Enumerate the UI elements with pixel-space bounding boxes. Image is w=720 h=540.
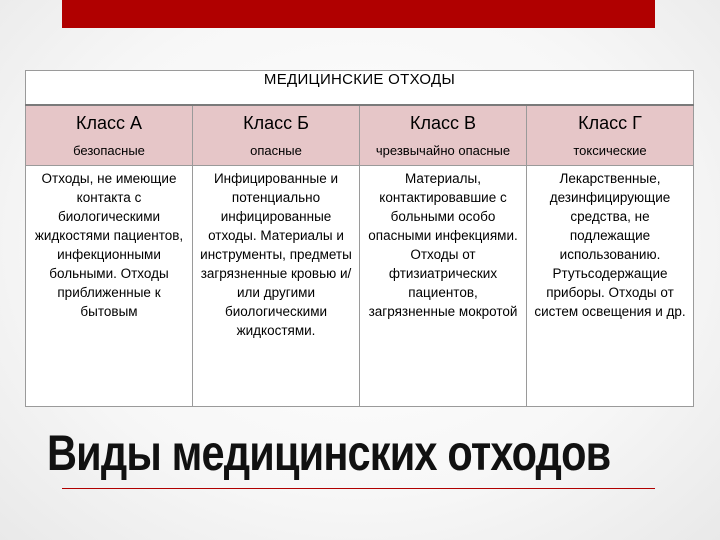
class-g-text: Лекарственные, дезинфицирующие средства, не подлежащие использованию. Ртутьсодержащие приборы. Отходы от систем освещения и др. (527, 166, 694, 407)
class-v-header (360, 105, 527, 166)
class-v-text: Материалы, контактировавшие с больными особо опасными инфекциями. Отходы от фтизиатрических пациентов, загрязненные мокротой (360, 166, 527, 407)
class-v-name: Класс В (409, 113, 476, 133)
class-g-header (527, 105, 694, 166)
class-g-name: Класс Г (578, 113, 642, 133)
class-b-desc: опасные (250, 143, 302, 158)
medical-waste-table (25, 70, 694, 407)
class-description-row (26, 166, 694, 407)
class-b-name: Класс Б (243, 113, 309, 133)
class-a-name: Класс А (75, 113, 142, 133)
class-b-header (193, 105, 360, 166)
class-a-text: Отходы, не имеющие контакта с биологическими жидкостями пациентов, инфекционными больными. Отходы приближенные к бытовым (26, 166, 193, 407)
table-title: МЕДИЦИНСКИЕ ОТХОДЫ (26, 71, 694, 106)
class-v-desc: чрезвычайно опасные (375, 143, 511, 158)
slide-heading: Виды медицинских отходов (47, 425, 611, 481)
class-a-header (26, 105, 193, 166)
top-accent-bar (62, 0, 655, 28)
class-header-row (26, 105, 694, 166)
class-b-text: Инфицированные и потенциально инфицированные отходы. Материалы и инструменты, предметы загрязненные кровью и/или другими биологическими жидкостями. (193, 166, 360, 407)
class-g-desc: токсические (573, 143, 647, 158)
heading-underline (62, 488, 655, 489)
class-a-desc: безопасные (73, 143, 145, 158)
